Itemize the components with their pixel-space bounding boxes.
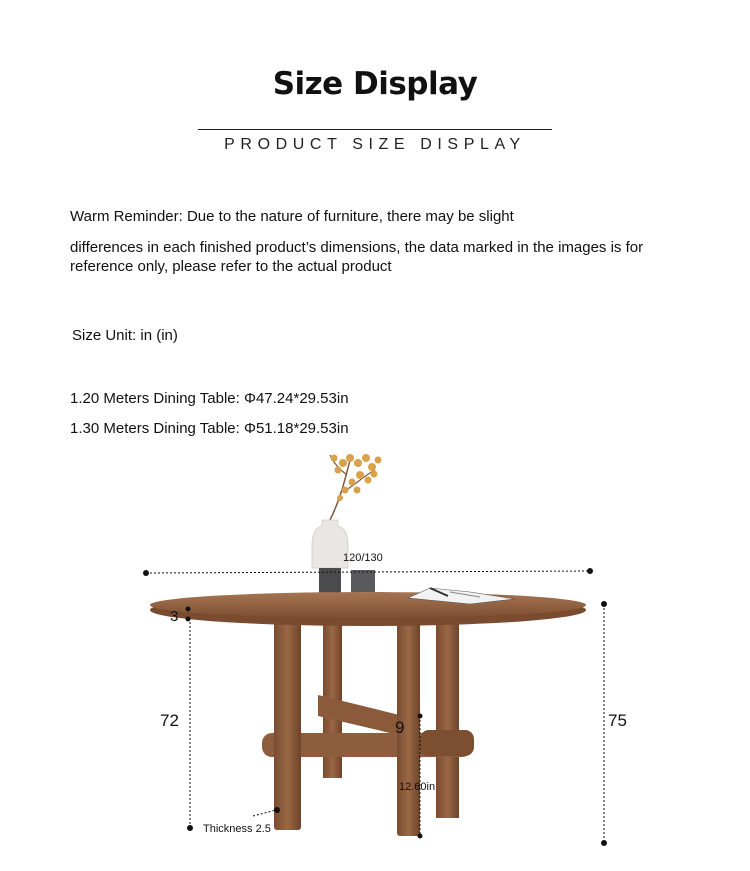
table-leg-front-left [274, 620, 301, 830]
width-label: 120/130 [343, 552, 383, 564]
table-dimension-diagram [0, 440, 750, 871]
table-top [150, 592, 586, 618]
page-subtitle: PRODUCT SIZE DISPLAY [224, 136, 526, 153]
total-height-label: 75 [608, 711, 627, 730]
leg-height-label: 72 [160, 711, 179, 730]
leg-thickness-label: Thickness 2.5 [203, 823, 271, 835]
reminder-line-2: differences in each finished product’s dimensions, the data marked in the images is for [70, 239, 644, 256]
size-unit: Size Unit: in (in) [72, 327, 178, 344]
leg-thickness-leader [253, 810, 276, 816]
table-leg-back-right [436, 618, 459, 818]
beam-height-label: 9 [395, 718, 405, 737]
page-title: Size Display [272, 66, 478, 102]
title-divider [198, 129, 552, 130]
spec-120: 1.20 Meters Dining Table: Φ47.24*29.53in [70, 390, 349, 407]
cross-beam-right [420, 730, 474, 756]
top-thickness-label: 3 [170, 608, 179, 625]
beam-clearance-label: 12.60in [399, 781, 436, 793]
spec-130: 1.30 Meters Dining Table: Φ51.18*29.53in [70, 420, 349, 437]
flower-branch-icon [330, 454, 382, 520]
reminder-line-1: Warm Reminder: Due to the nature of furniture, there may be slight [70, 208, 514, 225]
reminder-line-3: reference only, please refer to the actual product [70, 258, 392, 275]
